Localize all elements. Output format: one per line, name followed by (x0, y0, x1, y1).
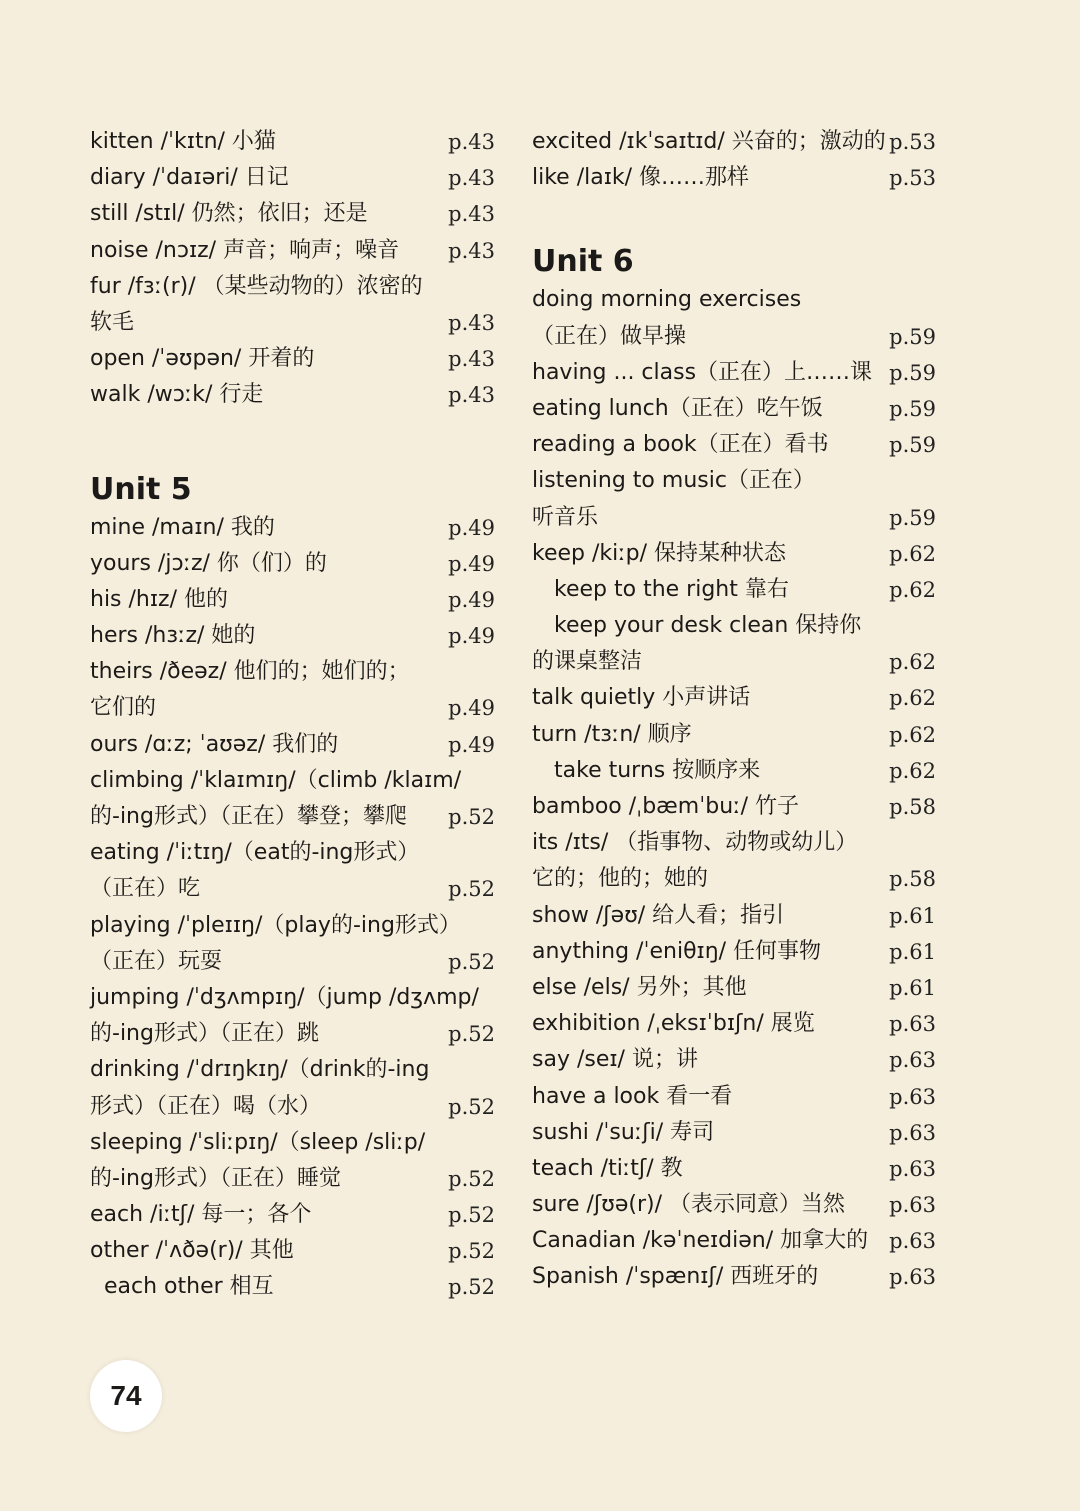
page-ref: p.52 (448, 805, 495, 829)
page-number: 74 (90, 1360, 162, 1432)
page-ref: p.43 (448, 347, 495, 372)
page-ref: p.52 (448, 1166, 495, 1191)
page-ref: p.43 (448, 238, 495, 263)
page-ref: p.63 (889, 1120, 936, 1145)
vocab-row: talk quietly 小声讲话 p.62 (532, 680, 936, 716)
page-ref: p.43 (448, 130, 495, 154)
vocab-row: climbing /ˈklaɪmɪŋ/（climb /klaɪm/ (90, 767, 462, 793)
vocab-row: take turns 按顺序来 p.62 (532, 753, 936, 789)
page-ref: p.53 (889, 130, 936, 154)
page-ref: p.43 (448, 310, 495, 335)
vocab-row: Spanish /ˈspænɪʃ/ 西班牙的 p.63 (532, 1259, 936, 1295)
page-ref: p.43 (448, 202, 495, 227)
vocab-row: show /ʃəʊ/ 给人看；指引 p.61 (532, 898, 936, 934)
page-ref: p.52 (448, 949, 495, 974)
vocab-list-unit5 (90, 510, 495, 1306)
vocab-row: like /laɪk/ 像……那样 p.53 (532, 160, 936, 196)
page-ref: p.43 (448, 166, 495, 191)
page-ref: p.58 (889, 795, 936, 819)
vocab-row: jumping /ˈdʒʌmpɪŋ/（jump /dʒʌmp/ (90, 984, 479, 1010)
page-ref: p.52 (448, 1094, 495, 1119)
page-ref: p.52 (448, 1022, 495, 1047)
vocab-row: mine /maɪn/ 我的 p.49 (90, 510, 495, 546)
vocab-row: hers /hɜːz/ 她的 p.49 (90, 618, 495, 654)
vocab-row: each other 相互 p.52 (90, 1269, 495, 1305)
page-ref: p.59 (889, 396, 936, 421)
vocab-row: 的-ing形式）（正在）跳 p.52 (90, 1016, 495, 1052)
vocab-row: 软毛 p.43 (90, 305, 495, 341)
page-ref: p.63 (889, 1048, 936, 1073)
page-ref: p.43 (448, 383, 495, 408)
page-ref: p.62 (889, 577, 936, 602)
vocab-row: 听音乐 p.59 (532, 500, 936, 536)
vocab-row: say /seɪ/ 说；讲 p.63 (532, 1042, 936, 1078)
left-column (90, 124, 495, 1306)
page-ref: p.49 (448, 587, 495, 612)
vocab-row: fur /fɜː(r)/ （某些动物的）浓密的 (90, 273, 423, 299)
page-ref: p.49 (448, 732, 495, 757)
vocab-row: 的-ing形式）（正在）攀登；攀爬 p.52 (90, 799, 495, 835)
page-ref: p.62 (889, 541, 936, 566)
vocab-row: still /stɪl/ 仍然；依旧；还是 p.43 (90, 196, 495, 232)
vocab-row: sushi /ˈsuːʃi/ 寿司 p.63 (532, 1115, 936, 1151)
vocab-row: （正在）做早操 p.59 (532, 319, 936, 355)
vocab-row: other /ˈʌðə(r)/ 其他 p.52 (90, 1233, 495, 1269)
vocab-row: sleeping /ˈsliːpɪŋ/（sleep /sliːp/ (90, 1129, 426, 1155)
vocab-row: 的-ing形式）（正在）睡觉 p.52 (90, 1161, 495, 1197)
vocab-row: doing morning exercises (532, 287, 802, 313)
vocab-row: drinking /ˈdrɪŋkɪŋ/（drink的-ing (90, 1057, 430, 1083)
vocab-row: anything /ˈeniθɪŋ/ 任何事物 p.61 (532, 934, 936, 970)
vocab-row: its /ɪts/ （指事物、动物或幼儿） (532, 830, 858, 856)
vocab-row: （正在）吃 p.52 (90, 871, 495, 907)
page-ref: p.61 (889, 939, 936, 964)
vocab-list-unit4-end (90, 124, 495, 414)
page-ref: p.52 (448, 1239, 495, 1264)
vocab-row: eating /ˈiːtɪŋ/（eat的-ing形式） (90, 840, 420, 866)
vocab-row: have a look 看一看 p.63 (532, 1079, 936, 1115)
unit-5-heading: Unit 5 (90, 471, 192, 507)
vocab-row: （正在）玩耍 p.52 (90, 944, 495, 980)
vocab-row: teach /tiːtʃ/ 教 p.63 (532, 1151, 936, 1187)
vocab-row: keep to the right 靠右 p.62 (532, 572, 936, 608)
vocab-row: 的课桌整洁 p.62 (532, 644, 936, 680)
page-ref: p.52 (448, 877, 495, 902)
page-ref: p.59 (889, 505, 936, 530)
vocab-row: 它的；他的；她的 p.58 (532, 861, 936, 897)
vocab-row: exhibition /ˌeksɪˈbɪʃn/ 展览 p.63 (532, 1006, 936, 1042)
vocab-row: turn /tɜːn/ 顺序 p.62 (532, 717, 936, 753)
vocab-row: eating lunch（正在）吃午饭 p.59 (532, 391, 936, 427)
vocab-row: diary /ˈdaɪəri/ 日记 p.43 (90, 160, 495, 196)
page-ref: p.53 (889, 166, 936, 191)
page-ref: p.49 (448, 515, 495, 540)
vocab-row: playing /ˈpleɪɪŋ/（play的-ing形式） (90, 912, 461, 938)
vocab-row: walk /wɔːk/ 行走 p.43 (90, 377, 495, 413)
vocab-row: Canadian /kəˈneɪdiən/ 加拿大的 p.63 (532, 1223, 936, 1259)
vocab-row: theirs /ðeəz/ 他们的；她们的； (90, 659, 410, 685)
page-ref: p.52 (448, 1203, 495, 1228)
vocab-row: excited /ɪkˈsaɪtɪd/ 兴奋的；激动的 p.53 (532, 124, 936, 160)
vocab-row: keep /kiːp/ 保持某种状态 p.62 (532, 536, 936, 572)
page-ref: p.63 (889, 1265, 936, 1290)
vocab-row: each /iːtʃ/ 每一；各个 p.52 (90, 1197, 495, 1233)
page-ref: p.63 (889, 1229, 936, 1254)
page-ref: p.63 (889, 1193, 936, 1218)
page-ref: p.61 (889, 975, 936, 1000)
unit-6-heading: Unit 6 (532, 244, 634, 280)
page-ref: p.59 (889, 433, 936, 458)
page-ref: p.59 (889, 324, 936, 349)
vocab-row: his /hɪz/ 他的 p.49 (90, 582, 495, 618)
vocab-row: 形式）（正在）喝（水） p.52 (90, 1089, 495, 1125)
vocab-row: bamboo /ˌbæmˈbuː/ 竹子 p.58 (532, 789, 936, 825)
page-ref: p.61 (889, 903, 936, 928)
page-ref: p.63 (889, 1156, 936, 1181)
vocab-list-unit6 (532, 282, 936, 1295)
page-ref: p.49 (448, 624, 495, 649)
page-ref: p.62 (889, 722, 936, 747)
page-ref: p.59 (889, 360, 936, 385)
page-ref: p.49 (448, 551, 495, 576)
vocab-row: else /els/ 另外；其他 p.61 (532, 970, 936, 1006)
vocab-row: yours /jɔːz/ 你（们）的 p.49 (90, 546, 495, 582)
vocab-row: ours /ɑːz; ˈaʊəz/ 我们的 p.49 (90, 727, 495, 763)
page-ref: p.49 (448, 696, 495, 721)
vocab-row: 它们的 p.49 (90, 690, 495, 726)
page-ref: p.62 (889, 758, 936, 783)
page-ref: p.62 (889, 650, 936, 675)
vocab-row: reading a book（正在）看书 p.59 (532, 427, 936, 463)
page-ref: p.52 (448, 1275, 495, 1300)
page-ref: p.58 (889, 867, 936, 892)
page-ref: p.63 (889, 1084, 936, 1109)
vocab-list-unit5-end (532, 124, 936, 196)
vocab-row: open /ˈəʊpən/ 开着的 p.43 (90, 341, 495, 377)
vocab-row: keep your desk clean 保持你 (554, 613, 862, 639)
page-ref: p.63 (889, 1012, 936, 1037)
vocab-row: having ... class（正在）上……课 p.59 (532, 355, 936, 391)
vocab-row: kitten /ˈkɪtn/ 小猫 p.43 (90, 124, 495, 160)
right-column (532, 124, 936, 1296)
vocab-row: sure /ʃʊə(r)/ （表示同意）当然 p.63 (532, 1187, 936, 1223)
vocab-row: listening to music（正在） (532, 468, 815, 494)
vocab-row: noise /nɔɪz/ 声音；响声；噪音 p.43 (90, 233, 495, 269)
page-ref: p.62 (889, 686, 936, 711)
